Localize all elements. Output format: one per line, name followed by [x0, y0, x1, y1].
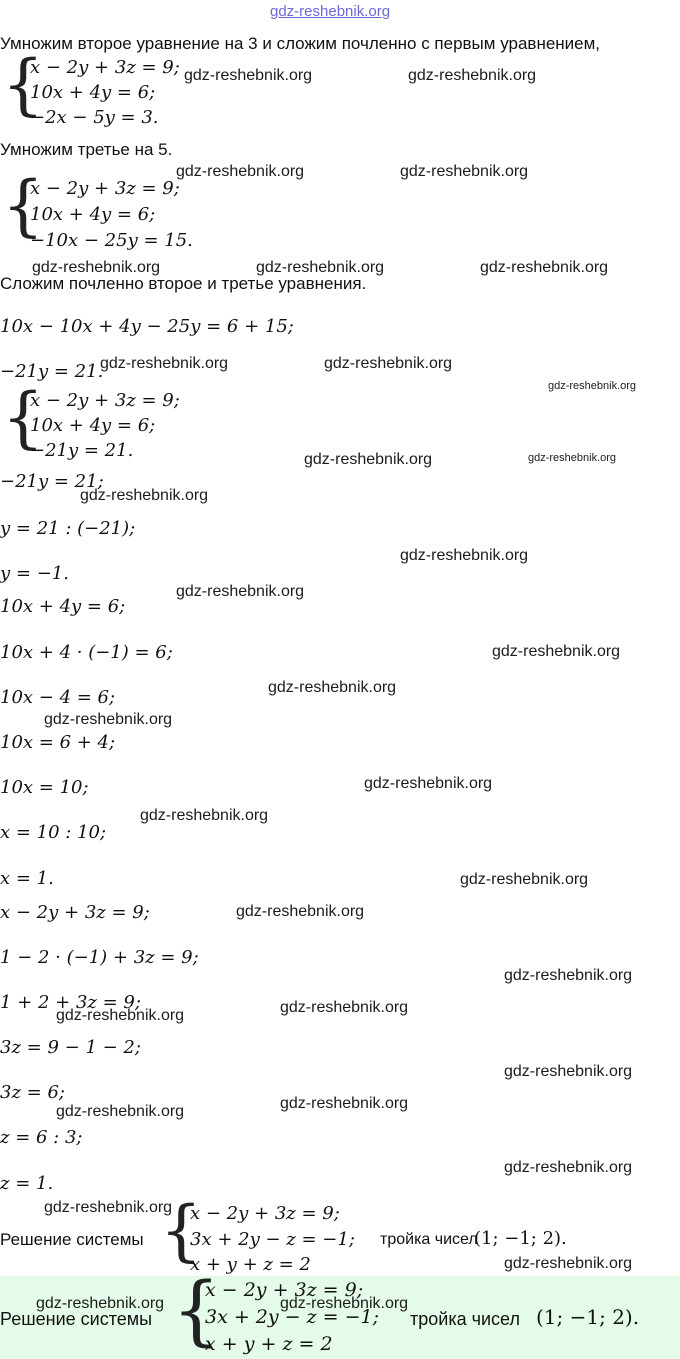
solve-z-line2: 1 − 2 · (−1) + 3z = 9;	[0, 947, 199, 968]
answer1-eq3: x + y + z = 2	[190, 1254, 311, 1275]
watermark-small: gdz-reshebnik.org	[548, 380, 637, 392]
system3-eq2: 10x + 4y = 6;	[30, 415, 156, 436]
watermark: gdz-reshebnik.org	[44, 1199, 173, 1216]
solve-x-line2: 10x + 4 · (−1) = 6;	[0, 642, 173, 663]
answer2-suffix-label: тройка чисел	[410, 1309, 520, 1329]
system2-brace: {	[2, 167, 44, 244]
system1-brace: {	[2, 46, 44, 123]
watermark: gdz-reshebnik.org	[324, 355, 453, 372]
step2-text: Умножим третье на 5.	[0, 140, 173, 159]
system2-eq1: x − 2y + 3z = 9;	[30, 178, 180, 199]
system3-eq1: x − 2y + 3z = 9;	[30, 390, 180, 411]
step3-line2: −21y = 21.	[0, 361, 104, 382]
watermark: gdz-reshebnik.org	[80, 487, 209, 504]
answer2-brace: {	[172, 1265, 221, 1354]
solve-z-line6: z = 6 : 3;	[0, 1127, 83, 1148]
system3-brace: {	[2, 379, 44, 456]
system2-eq2: 10x + 4y = 6;	[30, 204, 156, 225]
watermark: gdz-reshebnik.org	[176, 163, 305, 180]
watermark: gdz-reshebnik.org	[280, 999, 409, 1016]
watermark: gdz-reshebnik.org	[44, 711, 173, 728]
system3-eq3: −21y = 21.	[30, 440, 134, 461]
solve-z-line4: 3z = 9 − 1 − 2;	[0, 1037, 141, 1058]
watermark: gdz-reshebnik.org	[408, 67, 537, 84]
answer2-eq3: x + y + z = 2	[205, 1333, 333, 1355]
system2-eq3: −10x − 25y = 15.	[30, 230, 193, 251]
answer2-eq1: x − 2y + 3z = 9;	[205, 1279, 364, 1301]
watermark: gdz-reshebnik.org	[460, 871, 589, 888]
watermark: gdz-reshebnik.org	[176, 583, 305, 600]
top-watermark[interactable]: gdz-reshebnik.org	[270, 3, 391, 20]
watermark: gdz-reshebnik.org	[492, 643, 621, 660]
system1-eq3: −2x − 5y = 3.	[30, 107, 159, 128]
step3-line1: 10x − 10x + 4y − 25y = 6 + 15;	[0, 316, 294, 337]
watermark: gdz-reshebnik.org	[504, 1063, 633, 1080]
watermark: gdz-reshebnik.org	[400, 547, 529, 564]
watermark: gdz-reshebnik.org	[140, 807, 269, 824]
system1-eq2: 10x + 4y = 6;	[30, 82, 156, 103]
watermark: gdz-reshebnik.org	[184, 67, 313, 84]
system1-eq1: x − 2y + 3z = 9;	[30, 57, 180, 78]
watermark: gdz-reshebnik.org	[480, 259, 609, 276]
solve-y-line3: y = −1.	[0, 563, 69, 584]
watermark: gdz-reshebnik.org	[56, 1007, 185, 1024]
answer2-prefix: Решение системы	[0, 1309, 153, 1329]
solve-x-line5: 10x = 10;	[0, 777, 89, 798]
watermark: gdz-reshebnik.org	[400, 163, 529, 180]
answer2-eq2: 3x + 2y − z = −1;	[205, 1306, 380, 1328]
answer1-eq1: x − 2y + 3z = 9;	[190, 1203, 340, 1224]
watermark: gdz-reshebnik.org	[504, 1255, 633, 1272]
solve-x-line6: x = 10 : 10;	[0, 822, 107, 843]
solve-y-line2: y = 21 : (−21);	[0, 518, 136, 539]
solve-y-line1: −21y = 21;	[0, 471, 104, 492]
step3-text: Сложим почленно второе и третье уравнения.	[0, 274, 367, 293]
answer1-suffix-label: тройка чисел	[380, 1231, 478, 1248]
solve-x-line4: 10x = 6 + 4;	[0, 732, 116, 753]
watermark: gdz-reshebnik.org	[36, 1295, 165, 1312]
solve-x-line3: 10x − 4 = 6;	[0, 687, 116, 708]
solve-z-line7: z = 1.	[0, 1173, 54, 1194]
answer1-eq2: 3x + 2y − z = −1;	[190, 1229, 355, 1250]
answer1-triple: (1; −1; 2).	[474, 1228, 567, 1249]
watermark: gdz-reshebnik.org	[504, 1159, 633, 1176]
watermark: gdz-reshebnik.org	[236, 903, 365, 920]
watermark: gdz-reshebnik.org	[364, 775, 493, 792]
solve-x-line7: x = 1.	[0, 868, 54, 889]
solve-z-line1: x − 2y + 3z = 9;	[0, 902, 150, 923]
watermark-small: gdz-reshebnik.org	[528, 452, 617, 464]
watermark: gdz-reshebnik.org	[304, 451, 433, 468]
answer2-triple: (1; −1; 2).	[536, 1305, 640, 1329]
watermark: gdz-reshebnik.org	[280, 1295, 409, 1312]
watermark: gdz-reshebnik.org	[100, 355, 229, 372]
step1-text: Умножим второе уравнение на 3 и сложим почленно с первым уравнением,	[0, 34, 601, 53]
watermark: gdz-reshebnik.org	[256, 259, 385, 276]
watermark: gdz-reshebnik.org	[280, 1095, 409, 1112]
watermark: gdz-reshebnik.org	[268, 679, 397, 696]
solve-z-line5: 3z = 6;	[0, 1082, 65, 1103]
watermark: gdz-reshebnik.org	[32, 259, 161, 276]
watermark: gdz-reshebnik.org	[504, 967, 633, 984]
solve-z-line3: 1 + 2 + 3z = 9;	[0, 992, 141, 1013]
answer1-prefix: Решение системы	[0, 1230, 144, 1249]
watermark: gdz-reshebnik.org	[56, 1103, 185, 1120]
answer1-brace: {	[160, 1192, 202, 1269]
solve-x-line1: 10x + 4y = 6;	[0, 596, 126, 617]
